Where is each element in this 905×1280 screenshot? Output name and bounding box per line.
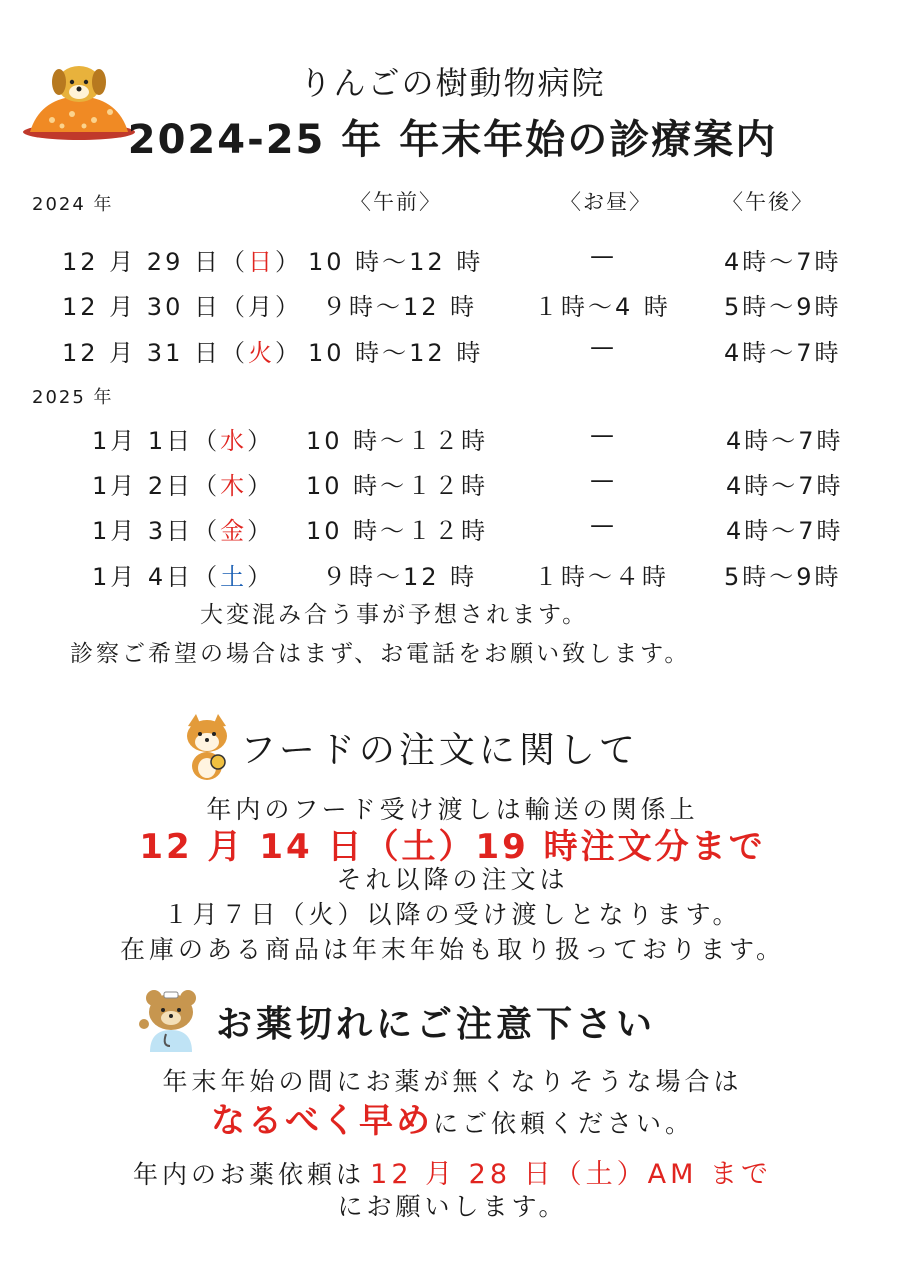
medicine-line-2-rest: にご依頼ください。 [432,1109,694,1138]
year-2025-label: 2025 年 [32,387,114,408]
morning-hours: 10 時～12 時 [308,248,484,276]
paren-close: ） [274,293,302,321]
schedule-row [62,333,302,368]
day-of-week: 金 [220,517,248,545]
afternoon-hours: 5時～9時 [724,293,842,321]
noon-hours: — [590,511,617,539]
shiba-dog-illustration [180,712,234,784]
day-of-week: 木 [220,472,248,500]
schedule-row [62,242,302,277]
column-morning: 〈午前〉 [350,190,442,214]
afternoon-hours: 5時～9時 [724,563,842,591]
day-of-week: 水 [220,427,248,455]
noon-hours: — [590,421,617,449]
medicine-line-4: にお願いします。 [337,1192,568,1221]
column-afternoon: 〈午後〉 [722,190,814,214]
food-line-1: 年内のフード受け渡しは輸送の関係上 [206,795,699,824]
schedule-row [92,421,274,456]
day-of-week: 月 [247,293,275,321]
food-line-4: 在庫のある商品は年末年始も取り扱っております。 [119,935,785,964]
schedule-row [92,511,274,546]
medicine-deadline-prefix: 年内のお薬依頼は [133,1160,366,1189]
food-deadline: 12 月 14 日（土）19 時注文分まで [139,827,766,867]
early-request-emphasis: なるべく早め [210,1101,433,1141]
date: 12 月 30 日（ [62,293,248,321]
paren-close: ） [247,563,275,591]
medicine-line-2 [0,1093,905,1142]
afternoon-hours: 4時～7時 [724,248,842,276]
page-title: 2024-25 年 年末年始の診療案内 [127,117,778,163]
day-of-week: 日 [247,248,275,276]
afternoon-hours: 4時～7時 [724,339,842,367]
morning-hours: 10 時～１２時 [306,517,489,545]
medicine-heading: お薬切れにご注意下さい [216,1004,657,1045]
food-line-2: それ以降の注文は [336,865,569,894]
noon-hours: １時～4 時 [534,293,671,321]
morning-hours: 10 時～12 時 [308,339,484,367]
date: 12 月 29 日（ [62,248,248,276]
day-of-week: 土 [220,563,248,591]
paren-close: ） [247,427,275,455]
column-noon: 〈お昼〉 [560,190,652,214]
morning-hours: 10 時～１２時 [306,427,489,455]
afternoon-hours: 4時～7時 [726,427,844,455]
noon-hours: １時～４時 [534,563,669,591]
morning-hours: ９時～12 時 [322,293,478,321]
morning-hours: ９時～12 時 [322,563,478,591]
medicine-deadline: 12 月 28 日（土）AM まで [370,1159,772,1190]
food-heading: フードの注文に関して [240,730,639,771]
bear-doctor-illustration [136,984,206,1054]
afternoon-hours: 4時～7時 [726,517,844,545]
day-of-week: 火 [247,339,275,367]
crowding-notice: 大変混み合う事が予想されます。 [200,602,589,628]
noon-hours: — [590,242,617,270]
date: 1月 3日（ [92,517,221,545]
year-2024-label: 2024 年 [32,194,114,215]
noon-hours: — [590,333,617,361]
food-line-3: １月７日（火）以降の受け渡しとなります。 [163,900,742,929]
medicine-line-3 [0,1152,905,1191]
clinic-name: りんごの樹動物病院 [299,64,606,102]
morning-hours: 10 時～１２時 [306,472,489,500]
paren-close: ） [274,248,302,276]
schedule-row [62,287,302,322]
noon-hours: — [590,466,617,494]
paren-close: ） [247,472,275,500]
paren-close: ） [247,517,275,545]
date: 1月 4日（ [92,563,221,591]
date: 1月 2日（ [92,472,221,500]
schedule-row [92,466,274,501]
paren-close: ） [274,339,302,367]
date: 12 月 31 日（ [62,339,248,367]
afternoon-hours: 4時～7時 [726,472,844,500]
medicine-line-1: 年末年始の間にお薬が無くなりそうな場合は [162,1067,743,1096]
call-first-notice: 診察ご希望の場合はまず、お電話をお願い致します。 [70,641,691,667]
schedule-row [92,557,274,592]
date: 1月 1日（ [92,427,221,455]
